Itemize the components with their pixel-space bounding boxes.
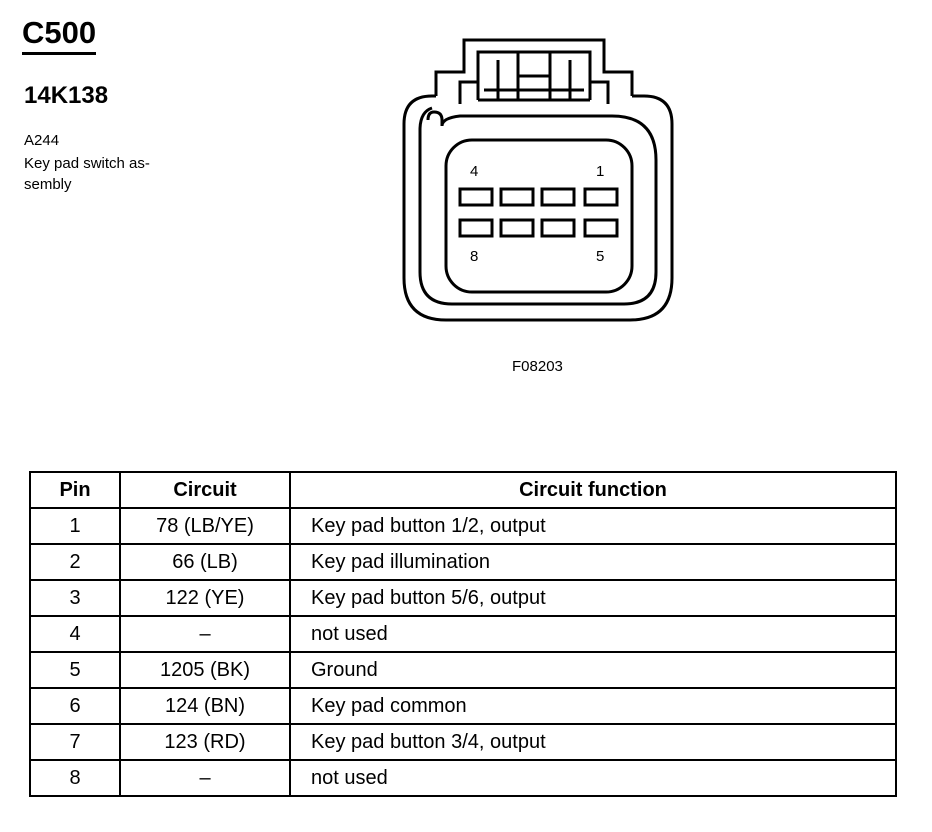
circuit-cell: 1205 (BK): [120, 652, 290, 688]
circuit-cell: 78 (LB/YE): [120, 508, 290, 544]
latch-inner: [460, 52, 608, 104]
component-description: Key pad switch as-sembly: [24, 155, 150, 193]
pin-cell: 6: [30, 688, 120, 724]
circuit-cell: 124 (BN): [120, 688, 290, 724]
circuit-cell: 122 (YE): [120, 580, 290, 616]
function-cell: Key pad common: [290, 688, 896, 724]
pin-cell: 2: [30, 544, 120, 580]
latch-outer: [436, 40, 632, 96]
table-row: [30, 688, 896, 724]
function-cell: Key pad illumination: [290, 544, 896, 580]
pin-cell: 1: [30, 508, 120, 544]
table-row: [30, 544, 896, 580]
pin-label-5: 5: [596, 248, 605, 265]
circuit-cell: –: [120, 616, 290, 652]
function-cell: Ground: [290, 652, 896, 688]
function-cell: Key pad button 1/2, output: [290, 508, 896, 544]
pinout-table: [29, 471, 897, 797]
connector-id: C500: [22, 14, 96, 55]
function-cell: not used: [290, 616, 896, 652]
pin-cell: 3: [30, 580, 120, 616]
pin-cell: 8: [30, 760, 120, 796]
pin-cell: 4: [30, 616, 120, 652]
header-circuit: Circuit: [120, 472, 290, 508]
table-row: [30, 724, 896, 760]
table-row: [30, 580, 896, 616]
header-pin: Pin: [30, 472, 120, 508]
table-row: [30, 652, 896, 688]
circuit-cell: 123 (RD): [120, 724, 290, 760]
housing-inner: [420, 108, 656, 304]
circuit-cell: 66 (LB): [120, 544, 290, 580]
connector-face-diagram: [380, 20, 700, 340]
table-row: [30, 616, 896, 652]
pin-label-4: 4: [470, 163, 479, 180]
circuit-cell: –: [120, 760, 290, 796]
part-number: 14K138: [24, 82, 109, 109]
table-row: [30, 760, 896, 796]
function-cell: Key pad button 5/6, output: [290, 580, 896, 616]
pin-label-1: 1: [596, 163, 605, 180]
pin-label-8: 8: [470, 248, 479, 265]
pin-cell: 5: [30, 652, 120, 688]
function-cell: not used: [290, 760, 896, 796]
header-function: Circuit function: [290, 472, 896, 508]
table-header-row: [30, 472, 896, 508]
function-cell: Key pad button 3/4, output: [290, 724, 896, 760]
component-ref: A244: [24, 132, 60, 149]
pin-cell: 7: [30, 724, 120, 760]
figure-code: F08203: [512, 358, 563, 375]
table-row: [30, 508, 896, 544]
